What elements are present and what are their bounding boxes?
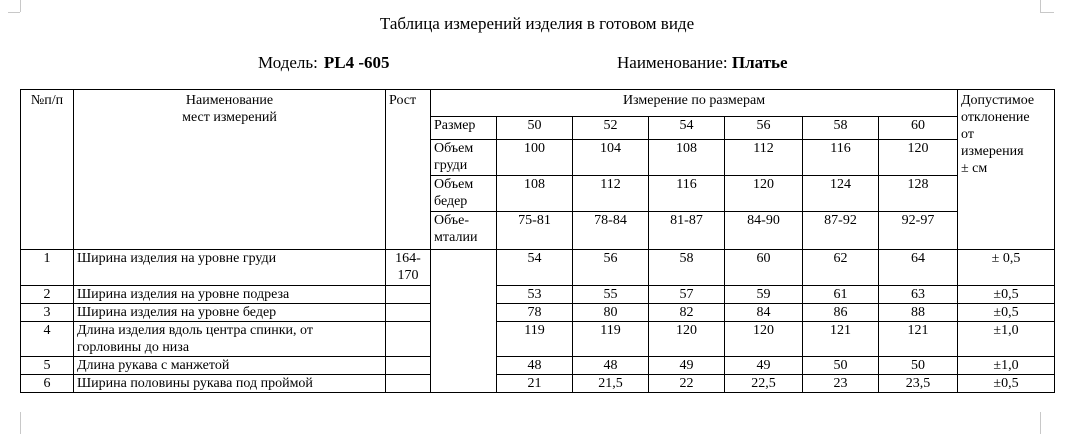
cell-text: 59 (756, 287, 771, 302)
cell-text: 121 (830, 323, 851, 338)
cell-text: 80 (603, 305, 618, 320)
tolerance-value (958, 250, 1055, 286)
measurement-value (803, 286, 879, 304)
size-parameter-value (725, 212, 803, 250)
cell-text: мталии (434, 230, 478, 245)
measurement-value (803, 357, 879, 375)
cell-text: 61 (833, 287, 848, 302)
cell-text: 82 (679, 305, 694, 320)
cell-text: 116 (676, 177, 697, 192)
header-tolerance (958, 90, 1055, 250)
size-parameter-value (573, 212, 649, 250)
cell-text: 81-87 (670, 213, 703, 228)
size-parameter-value (573, 140, 649, 176)
size-parameter-value (803, 140, 879, 176)
measurement-place (74, 375, 386, 393)
tolerance-value (958, 322, 1055, 357)
header-row (21, 90, 1055, 117)
cell-text: Наименование (185, 93, 274, 108)
measurement-value (725, 250, 803, 286)
table-row (21, 357, 1055, 375)
cell-text: измерения (961, 144, 1024, 159)
measurement-value (573, 322, 649, 357)
cell-text: Ширина половины рукава под проймой (77, 376, 313, 391)
measurement-value (649, 357, 725, 375)
page-corner-mark (20, 412, 21, 434)
row-number (21, 250, 74, 286)
measurement-value (649, 304, 725, 322)
measurement-value (879, 250, 958, 286)
cell-text: Размер (434, 118, 476, 133)
measurement-value (649, 286, 725, 304)
measurement-value (497, 375, 573, 393)
size-parameter-value (649, 212, 725, 250)
cell-text: горловины до низа (77, 340, 190, 355)
page-corner-mark (1040, 412, 1041, 434)
cell-text: Длина рукава с манжетой (77, 358, 230, 373)
measurement-value (497, 304, 573, 322)
cell-text: ±0,5 (993, 305, 1019, 320)
cell-text: 57 (679, 287, 694, 302)
cell-text: 63 (911, 287, 925, 302)
cell-text: 120 (676, 323, 697, 338)
measurement-value (649, 375, 725, 393)
measurement-value (649, 322, 725, 357)
tolerance-value (958, 357, 1055, 375)
cell-text: 22,5 (751, 376, 776, 391)
cell-text: 121 (907, 323, 929, 338)
measurement-value (497, 286, 573, 304)
measurement-value (573, 250, 649, 286)
cell-text: 54 (527, 251, 542, 266)
cell-text: 49 (756, 358, 771, 373)
size-parameter-value (573, 176, 649, 212)
tolerance-value (958, 286, 1055, 304)
size-parameter-label (431, 140, 497, 176)
row-height (386, 304, 431, 322)
cell-text: 60 (911, 118, 925, 133)
cell-text: груди (434, 158, 468, 173)
cell-text: от (961, 127, 974, 142)
cell-text: 54 (679, 118, 694, 133)
cell-text: Объем (434, 141, 474, 156)
table-row (21, 286, 1055, 304)
size-parameter-value (803, 117, 879, 140)
measurement-value (803, 304, 879, 322)
cell-text: 86 (833, 305, 848, 320)
cell-text: 108 (524, 177, 545, 192)
header-place (74, 90, 386, 250)
cell-text: №п/п (30, 93, 64, 108)
tolerance-value (958, 304, 1055, 322)
page-corner-mark (8, 12, 20, 13)
cell-text: отклонение (961, 110, 1030, 125)
size-parameter-value (649, 117, 725, 140)
cell-text: 116 (830, 141, 851, 156)
size-parameter-value (879, 140, 958, 176)
cell-text: 112 (600, 177, 621, 192)
cell-text: ±1,0 (993, 358, 1019, 373)
cell-text: 108 (676, 141, 697, 156)
cell-text: 78 (527, 305, 542, 320)
model-label: Модель: (258, 53, 318, 72)
cell-text: 119 (524, 323, 545, 338)
size-parameter-value (497, 117, 573, 140)
measurement-place (74, 357, 386, 375)
measurement-value (803, 250, 879, 286)
cell-text: 112 (753, 141, 774, 156)
cell-text: 100 (524, 141, 545, 156)
cell-text: 6 (43, 376, 51, 391)
document-title: Таблица измерений изделия в готовом виде (379, 14, 695, 33)
cell-text: 60 (756, 251, 771, 266)
cell-text: ±0,5 (993, 287, 1019, 302)
cell-text: 84-90 (747, 213, 780, 228)
measurement-value (497, 250, 573, 286)
size-parameter-label (431, 117, 497, 140)
empty-cell (431, 250, 497, 393)
row-height (386, 375, 431, 393)
cell-text: 48 (527, 358, 542, 373)
measurement-value (803, 322, 879, 357)
cell-text: 23,5 (905, 376, 931, 391)
measurement-place (74, 322, 386, 357)
tolerance-value (958, 375, 1055, 393)
cell-text: 56 (603, 251, 618, 266)
row-height (386, 250, 431, 286)
header-sizes (431, 90, 958, 117)
cell-text: Ширина изделия на уровне груди (77, 251, 277, 266)
cell-text: Измерение по размерам (622, 93, 766, 108)
measurement-place (74, 286, 386, 304)
size-parameter-value (879, 117, 958, 140)
cell-text: 75-81 (518, 213, 551, 228)
size-parameter-label (431, 176, 497, 212)
model-value: PL4 -605 (323, 53, 390, 72)
cell-text: 50 (833, 358, 848, 373)
table-row (21, 250, 1055, 286)
cell-text: 128 (907, 177, 929, 192)
cell-text: 22 (679, 376, 694, 391)
size-parameter-value (725, 140, 803, 176)
size-parameter-value (649, 140, 725, 176)
row-height (386, 286, 431, 304)
cell-text: 120 (753, 323, 774, 338)
measurement-value (725, 322, 803, 357)
measurement-value (725, 357, 803, 375)
cell-text: ±1,0 (993, 323, 1019, 338)
size-parameter-value (497, 140, 573, 176)
cell-text: 48 (603, 358, 618, 373)
cell-text: 58 (679, 251, 694, 266)
measurement-value (879, 375, 958, 393)
cell-text: 3 (43, 305, 51, 320)
measurement-value (725, 375, 803, 393)
cell-text: 52 (603, 118, 618, 133)
cell-text: 2 (43, 287, 51, 302)
measurement-value (879, 304, 958, 322)
cell-text: 84 (756, 305, 771, 320)
row-number (21, 375, 74, 393)
measurement-value (497, 322, 573, 357)
cell-text: ± 0,5 (991, 251, 1021, 266)
cell-text: ±0,5 (993, 376, 1019, 391)
cell-text: 5 (43, 358, 51, 373)
cell-text: 23 (833, 376, 848, 391)
measurement-value (649, 250, 725, 286)
cell-text: 120 (753, 177, 774, 192)
cell-text: Рост (389, 93, 417, 108)
measurement-place (74, 250, 386, 286)
size-parameter-value (725, 176, 803, 212)
cell-text: 124 (830, 177, 851, 192)
cell-text: Длина изделия вдоль центра спинки, от (77, 323, 313, 338)
name-line (617, 53, 788, 73)
cell-text: 87-92 (824, 213, 857, 228)
cell-text: 50 (911, 358, 925, 373)
name-label: Наименование: (617, 53, 728, 72)
measurement-value (879, 322, 958, 357)
size-parameter-value (803, 212, 879, 250)
name-value: Платье (731, 53, 788, 72)
page-corner-mark (20, 0, 21, 12)
cell-text: Ширина изделия на уровне подреза (77, 287, 290, 302)
cell-text: 1 (43, 251, 51, 266)
size-parameter-value (497, 176, 573, 212)
cell-text: 78-84 (594, 213, 627, 228)
cell-text: 55 (603, 287, 618, 302)
row-number (21, 322, 74, 357)
table-row (21, 322, 1055, 357)
cell-text: 21,5 (598, 376, 623, 391)
size-parameter-value (573, 117, 649, 140)
measurement-value (879, 286, 958, 304)
cell-text: 4 (43, 323, 51, 338)
cell-text: 21 (527, 376, 542, 391)
cell-text: 64 (911, 251, 925, 266)
row-height (386, 357, 431, 375)
row-number (21, 286, 74, 304)
table-row (21, 375, 1055, 393)
cell-text: 53 (527, 287, 542, 302)
cell-text: 49 (679, 358, 694, 373)
cell-text: 58 (833, 118, 848, 133)
cell-text: 56 (756, 118, 771, 133)
measurement-value (497, 357, 573, 375)
measurement-value (573, 304, 649, 322)
cell-text: бедер (434, 194, 468, 209)
cell-text: Допустимое (961, 93, 1035, 108)
row-height (386, 322, 431, 357)
measurement-value (803, 375, 879, 393)
page-corner-mark (1040, 0, 1041, 12)
measurement-value (573, 286, 649, 304)
cell-text: 170 (397, 268, 419, 283)
size-parameter-label (431, 212, 497, 250)
table-row (21, 304, 1055, 322)
cell-text: 104 (600, 141, 621, 156)
cell-text: 164- (395, 251, 421, 266)
cell-text: Объем (434, 177, 474, 192)
measurement-value (573, 375, 649, 393)
size-parameter-value (879, 176, 958, 212)
row-number (21, 304, 74, 322)
cell-text: 62 (833, 251, 848, 266)
cell-text: Ширина изделия на уровне бедер (77, 305, 277, 320)
measurement-table (20, 89, 1055, 393)
cell-text: 92-97 (901, 213, 935, 228)
header-height (386, 90, 431, 250)
size-parameter-value (497, 212, 573, 250)
model-line (258, 53, 390, 73)
cell-text: мест измерений (182, 110, 277, 125)
cell-text: 120 (907, 141, 929, 156)
measurement-value (573, 357, 649, 375)
size-parameter-value (649, 176, 725, 212)
cell-text: ± см (961, 161, 988, 176)
measurement-place (74, 304, 386, 322)
header-num (21, 90, 74, 250)
row-number (21, 357, 74, 375)
measurement-value (725, 286, 803, 304)
cell-text: Объе- (434, 213, 469, 228)
measurement-value (879, 357, 958, 375)
measurement-value (725, 304, 803, 322)
size-parameter-value (879, 212, 958, 250)
cell-text: 88 (911, 305, 925, 320)
cell-text: 119 (600, 323, 621, 338)
size-parameter-value (803, 176, 879, 212)
cell-text: 50 (527, 118, 542, 133)
page-corner-mark (1040, 12, 1054, 13)
size-parameter-value (725, 117, 803, 140)
